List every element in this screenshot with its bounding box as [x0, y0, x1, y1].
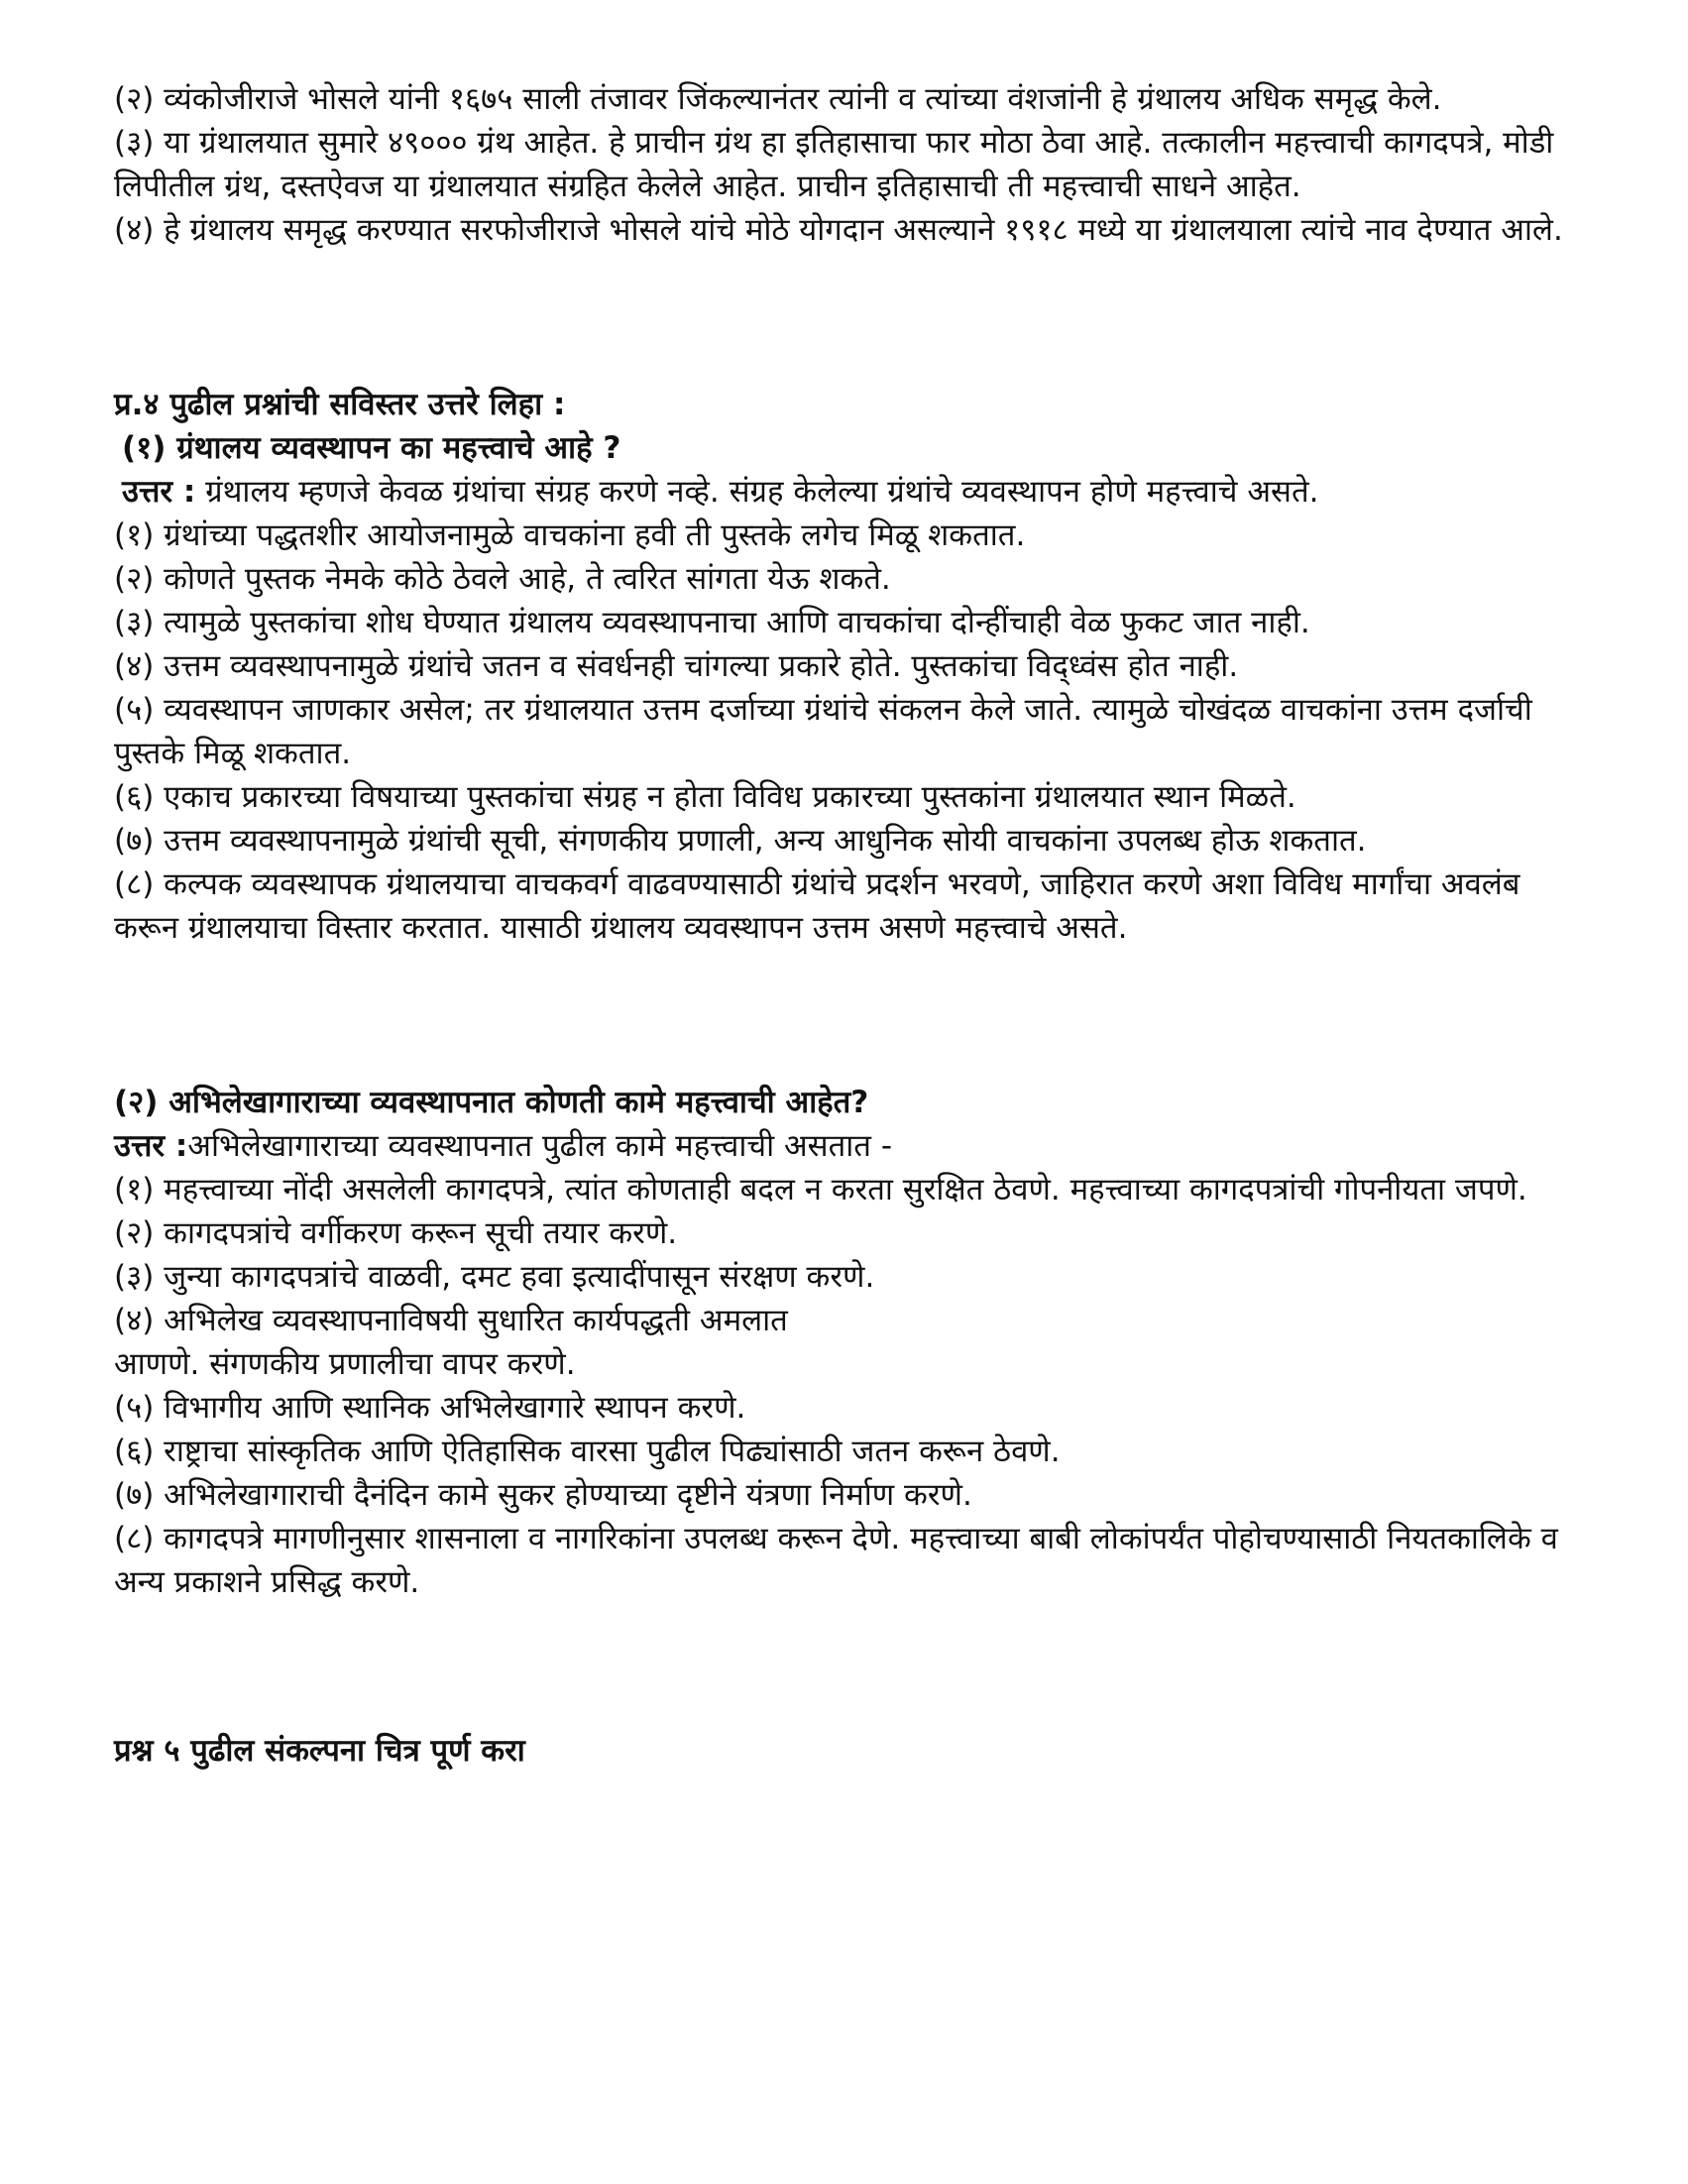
answer-point: (५) व्यवस्थापन जाणकार असेल; तर ग्रंथालयात उत्तम दर्जाच्या ग्रंथांचे संकलन केले जाते. त्यामुळे चोखंदळ वाचकांना उत्तम दर्जाची पुस्तके मिळू शकतात.	[114, 692, 1532, 771]
top-point: (२) व्यंकोजीराजे भोसले यांनी १६७५ साली तंजावर जिंकल्यानंतर त्यांनी व त्यांच्या वंशजांनी हे ग्रंथालय अधिक समृद्ध केले.	[114, 81, 1442, 117]
answer-point: (७) अभिलेखागाराची दैनंदिन कामे सुकर होण्याच्या दृष्टीने यंत्रणा निर्माण करणे.	[114, 1477, 972, 1513]
question-4-2-title: (२) अभिलेखागाराच्या व्यवस्थापनात कोणती कामे महत्त्वाची आहेत?	[114, 1085, 869, 1120]
answer-point: (३) त्यामुळे पुस्तकांचा शोध घेण्यात ग्रंथालय व्यवस्थापनाचा आणि वाचकांचा दोन्हींचाही वेळ फुकट जात नाही.	[114, 605, 1310, 640]
answer-label: उत्तर :	[122, 474, 196, 510]
answer-point: (२) कोणते पुस्तक नेमके कोठे ठेवले आहे, ते त्वरित सांगता येऊ शकते.	[114, 561, 891, 597]
answer-point: (६) एकाच प्रकारच्या विषयाच्या पुस्तकांचा संग्रह न होता विविध प्रकारच्या पुस्तकांना ग्रंथालयात स्थान मिळते.	[114, 779, 1296, 815]
answer-point: (१) महत्त्वाच्या नोंदी असलेली कागदपत्रे, त्यांत कोणताही बदल न करता सुरक्षित ठेवणे. महत्त्वाच्या कागदपत्रांची गोपनीयता जपणे.	[114, 1172, 1527, 1207]
question-4-2-section	[114, 1081, 1581, 1604]
question-4-1-answer-intro	[114, 470, 1581, 514]
question-4-section	[114, 383, 1581, 950]
answer-point: (७) उत्तम व्यवस्थापनामुळे ग्रंथांची सूची, संगणकीय प्रणाली, अन्य आधुनिक सोयी वाचकांना उपलब्ध होऊ शकतात.	[114, 823, 1367, 859]
top-point: (४) हे ग्रंथालय समृद्ध करण्यात सरफोजीराजे भोसले यांचे मोठे योगदान असल्याने १९१८ मध्ये या ग्रंथालयाला त्यांचे नाव देण्यात आले.	[114, 212, 1563, 248]
answer-point: (१) ग्रंथांच्या पद्धतशीर आयोजनामुळे वाचकांना हवी ती पुस्तके लगेच मिळू शकतात.	[114, 517, 1026, 553]
answer-point: (५) विभागीय आणि स्थानिक अभिलेखागारे स्थापन करणे.	[114, 1390, 746, 1426]
question-4-1-title: (१) ग्रंथालय व्यवस्थापन का महत्त्वाचे आहे ?	[122, 430, 621, 466]
question-4-heading: प्र.४ पुढील प्रश्नांची सविस्तर उत्तरे लिहा :	[114, 387, 566, 422]
answer-intro-text: ग्रंथालय म्हणजे केवळ ग्रंथांचा संग्रह करणे नव्हे. संग्रह केलेल्या ग्रंथांचे व्यवस्थापन होणे महत्त्वाचे असते.	[195, 474, 1319, 510]
document-page	[114, 77, 1581, 1773]
answer-point: (४) अभिलेख व्यवस्थापनाविषयी सुधारित कार्यपद्धती अमलात	[114, 1303, 788, 1338]
answer-point: आणणे. संगणकीय प्रणालीचा वापर करणे.	[114, 1346, 576, 1382]
answer-point: (६) राष्ट्राचा सांस्कृतिक आणि ऐतिहासिक वारसा पुढील पिढ्यांसाठी जतन करून ठेवणे.	[114, 1434, 1061, 1469]
top-section	[114, 77, 1581, 252]
answer-point: (२) कागदपत्रांचे वर्गीकरण करून सूची तयार करणे.	[114, 1215, 678, 1251]
answer-point: (४) उत्तम व्यवस्थापनामुळे ग्रंथांचे जतन व संवर्धनही चांगल्या प्रकारे होते. पुस्तकांचा विद्ध्वंस होत नाही.	[114, 648, 1239, 684]
top-point: (३) या ग्रंथालयात सुमारे ४९००० ग्रंथ आहेत. हे प्राचीन ग्रंथ हा इतिहासाचा फार मोठा ठेवा आहे. तत्कालीन महत्त्वाची कागदपत्रे, मोडी लिपीतील ग्रंथ, दस्तऐवज या ग्रंथालयात संग्रहित केलेले आहेत. प्राचीन इतिहासाची ती महत्त्वाची साधने आहेत.	[114, 125, 1554, 204]
answer-point: (८) कागदपत्रे मागणीनुसार शासनाला व नागरिकांना उपलब्ध करून देणे. महत्त्वाच्या बाबी लोकांपर्यंत पोहोचण्यासाठी नियतकालिके व अन्य प्रकाशने प्रसिद्ध करणे.	[114, 1521, 1558, 1600]
answer-label: उत्तर :	[114, 1128, 188, 1164]
answer-point: (८) कल्पक व्यवस्थापक ग्रंथालयाचा वाचकवर्ग वाढवण्यासाठी ग्रंथांचे प्रदर्शन भरवणे, जाहिरात करणे अशा विविध मार्गांचा अवलंब करून ग्रंथालयाचा विस्तार करतात. यासाठी ग्रंथालय व्यवस्थापन उत्तम असणे महत्त्वाचे असते.	[114, 866, 1520, 946]
answer-intro-text: अभिलेखागाराच्या व्यवस्थापनात पुढील कामे महत्त्वाची असतात -	[187, 1128, 893, 1164]
question-4-2-answer-intro	[114, 1124, 1581, 1168]
question-5-section	[114, 1729, 1581, 1773]
answer-point: (३) जुन्या कागदपत्रांचे वाळवी, दमट हवा इत्यादींपासून संरक्षण करणे.	[114, 1259, 875, 1295]
question-5-heading: प्रश्न ५ पुढील संकल्पना चित्र पूर्ण करा	[114, 1733, 525, 1769]
